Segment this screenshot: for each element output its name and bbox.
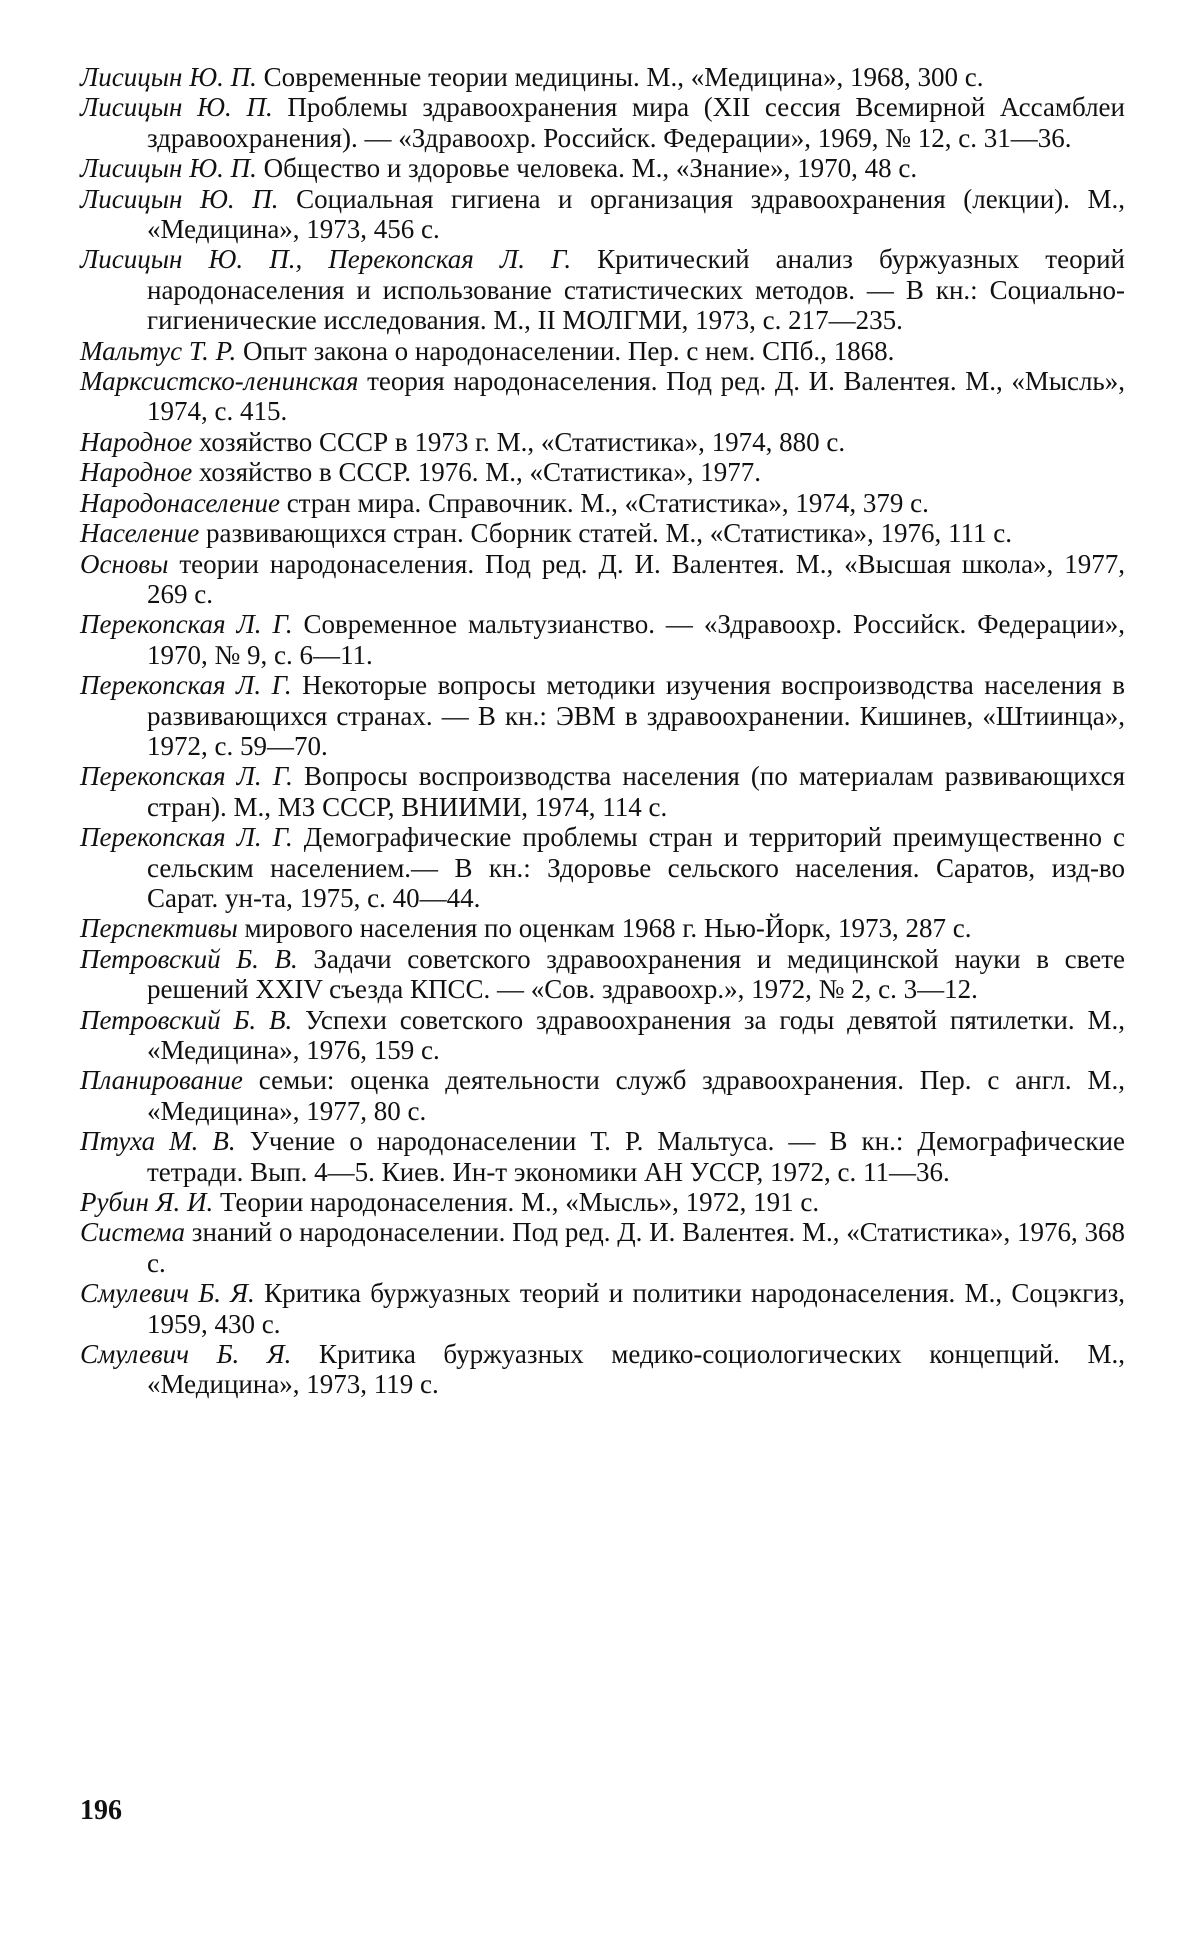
bibliography-entry: [80, 336, 1125, 366]
bibliography-list: [80, 62, 1125, 1400]
entry-text: Социальная гигиена и организация здравоохранения (лекции). М., «Медицина», 1973, 456 с.: [147, 183, 1125, 245]
bibliography-entry: [80, 944, 1125, 1005]
bibliography-entry: [80, 184, 1125, 245]
entry-author: Перекопская Л. Г.: [80, 822, 293, 853]
entry-author: Основы: [80, 548, 169, 579]
entry-author: Перекопская Л. Г.: [80, 761, 293, 792]
bibliography-entry: [80, 1339, 1125, 1400]
bibliography-entry: [80, 366, 1125, 427]
page-number: 196: [80, 1795, 122, 1826]
bibliography-entry: [80, 153, 1125, 183]
entry-text: Современные теории медицины. М., «Медицина», 1968, 300 с.: [256, 62, 984, 92]
entry-author: Народонаселение: [80, 487, 280, 518]
bibliography-entry: [80, 457, 1125, 487]
entry-author: Лисицын Ю. П., Перекопская Л. Г.: [80, 244, 572, 275]
entry-text: Успехи советского здравоохранения за годы девятой пятилетки. М., «Медицина», 1976, 159 с.: [147, 1004, 1125, 1065]
entry-text: Критика буржуазных медико-социологических концепций. М., «Медицина», 1973, 119 с.: [147, 1339, 1126, 1400]
entry-author: Перекопская Л. Г.: [80, 609, 293, 640]
entry-text: хозяйство в СССР. 1976. М., «Статистика», 1977.: [192, 457, 761, 488]
entry-author: Лисицын Ю. П.: [80, 183, 279, 214]
entry-author: Система: [80, 1217, 186, 1248]
bibliography-entry: [80, 1005, 1125, 1066]
bibliography-entry: [80, 1217, 1125, 1278]
entry-author: Смулевич Б. Я.: [80, 1339, 292, 1370]
entry-text: теория народонаселения. Под ред. Д. И. Валентея. М., «Мысль», 1974, с. 415.: [147, 366, 1125, 427]
entry-text: Демографические проблемы стран и территорий преимущественно с сельским населением.— В кн.: Здоровье сельского населения. Саратов, изд-во Сарат. ун-та, 1975, с. 40—44.: [147, 822, 1125, 913]
entry-author: Народное: [80, 426, 193, 457]
entry-text: развивающихся стран. Сборник статей. М., «Статистика», 1976, 111 с.: [199, 518, 1013, 549]
entry-text: теории народонаселения. Под ред. Д. И. Валентея. М., «Высшая школа», 1977, 269 с.: [147, 548, 1125, 609]
entry-text: Задачи советского здравоохранения и медицинской науки в свете решений XXIV съезда КПСС. — «Сов. здравоохр.», 1972, № 2, с. 3—12.: [147, 943, 1125, 1005]
entry-author: Мальтус Т. Р.: [80, 335, 237, 366]
entry-text: Современное мальтузианство. — «Здравоохр. Российск. Федерации», 1970, № 9, с. 6—11.: [147, 609, 1125, 670]
bibliography-entry: [80, 1065, 1125, 1126]
bibliography-entry: [80, 913, 1125, 943]
bibliography-entry: [80, 244, 1125, 335]
bibliography-entry: [80, 549, 1125, 610]
bibliography-entry: [80, 822, 1125, 913]
entry-text: Опыт закона о народонаселении. Пер. с нем. СПб., 1868.: [236, 335, 895, 366]
entry-text: Вопросы воспроизводства населения (по материалам развивающихся стран). М., МЗ СССР, ВНИИМИ, 1974, 114 с.: [147, 761, 1125, 822]
entry-author: Марксистско-ленинская: [80, 366, 359, 397]
entry-text: Учение о народонаселении Т. Р. Мальтуса. — В кн.: Демографические тетради. Вып. 4—5. Киев. Ин-т экономики АН УССР, 1972, с. 11—36.: [147, 1126, 1125, 1187]
entry-text: знаний о народонаселении. Под ред. Д. И. Валентея. М., «Статистика», 1976, 368 с.: [147, 1217, 1125, 1278]
entry-text: хозяйство СССР в 1973 г. М., «Статистика», 1974, 880 с.: [192, 426, 846, 457]
entry-text: Проблемы здравоохранения мира (XII сессия Всемирной Ассамблеи здравоохранения). — «Здравоохр. Российск. Федерации», 1969, № 12, с. 31—36.: [147, 92, 1125, 153]
entry-text: семьи: оценка деятельности служб здравоохранения. Пер. с англ. М., «Медицина», 1977, 80 с.: [147, 1065, 1125, 1126]
bibliography-entry: [80, 427, 1125, 457]
entry-author: Петровский Б. В.: [80, 943, 298, 974]
entry-author: Перекопская Л. Г.: [80, 670, 292, 701]
entry-author: Петровский Б. В.: [80, 1004, 293, 1035]
entry-author: Лисицын Ю. П.: [80, 92, 273, 123]
entry-author: Перспективы: [80, 913, 238, 944]
entry-author: Народное: [80, 457, 193, 488]
entry-text: стран мира. Справочник. М., «Статистика», 1974, 379 с.: [279, 487, 929, 518]
entry-author: Население: [80, 518, 200, 549]
bibliography-entry: [80, 670, 1125, 761]
bibliography-entry: [80, 488, 1125, 518]
entry-text: мирового населения по оценкам 1968 г. Нью-Йорк, 1973, 287 с.: [237, 913, 972, 944]
bibliography-entry: [80, 1278, 1125, 1339]
entry-author: Планирование: [80, 1065, 243, 1096]
entry-text: Общество и здоровье человека. М., «Знание», 1970, 48 с.: [256, 153, 918, 184]
bibliography-entry: [80, 609, 1125, 670]
entry-author: Рубин Я. И.: [80, 1187, 214, 1218]
entry-text: Критический анализ буржуазных теорий народонаселения и использование статистических методов. — В кн.: Социально-гигиенические исследования. М., II МОЛГМИ, 1973, с. 217—235.: [147, 244, 1125, 336]
entry-text: Теории народонаселения. М., «Мысль», 1972, 191 с.: [213, 1187, 820, 1218]
bibliography-entry: [80, 92, 1125, 153]
entry-text: Критика буржуазных теорий и политики народонаселения. М., Соцэкгиз, 1959, 430 с.: [147, 1278, 1126, 1339]
bibliography-entry: [80, 1187, 1125, 1217]
entry-author: Птуха М. В.: [80, 1126, 236, 1157]
bibliography-entry: [80, 1126, 1125, 1187]
entry-author: Лисицын Ю. П.: [80, 153, 257, 184]
entry-text: Некоторые вопросы методики изучения воспроизводства населения в развивающихся странах. — В кн.: ЭВМ в здравоохранении. Кишинев, «Штиинца», 1972, с. 59—70.: [147, 670, 1126, 761]
bibliography-entry: [80, 518, 1125, 548]
bibliography-entry: [80, 761, 1125, 822]
entry-author: Смулевич Б. Я.: [80, 1278, 255, 1309]
entry-author: Лисицын Ю. П.: [80, 62, 257, 92]
bibliography-entry: [80, 62, 1125, 92]
